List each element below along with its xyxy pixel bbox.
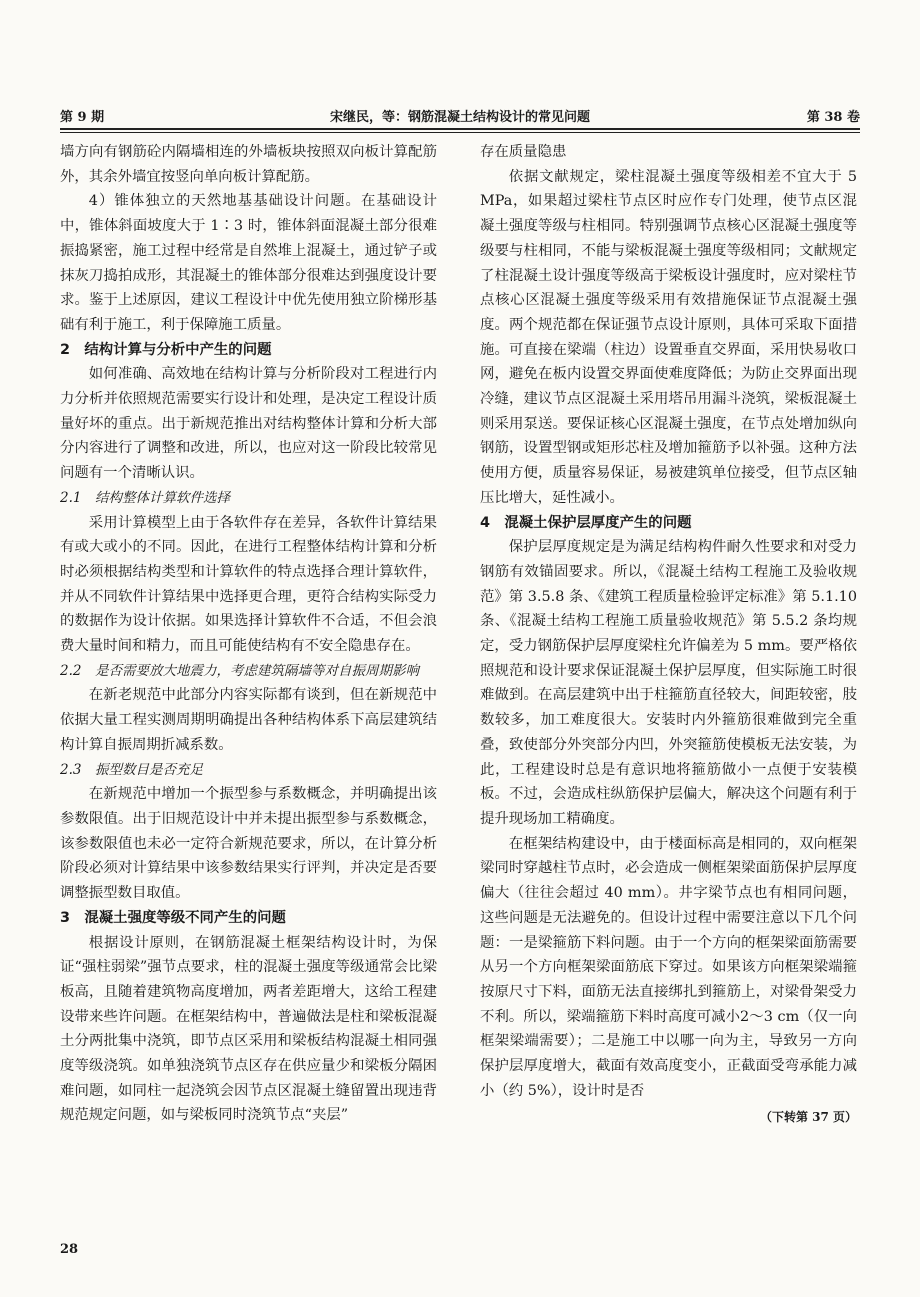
section-heading-4: 4 混凝土保护层厚度产生的问题 bbox=[480, 514, 692, 531]
volume-number: 第 38 卷 bbox=[806, 110, 860, 125]
header-rule-thin bbox=[60, 132, 860, 133]
paragraph: 依据文献规定，梁柱混凝土强度等级相差不宜大于 5 MPa，如果超过梁柱节点区时应作专门处理，使节点区混凝土强度等级与柱相同。特别强调节点核心区混凝土强度等级要与柱相同，不能与梁板混凝土强度等级相同；文献规定了柱混凝土设计强度等级高于梁板设计强度时，应对梁柱节点核心区混凝土强度等级采用有效措施保证节点混凝土强度。两个规范都在保证强节点设计原则，具体可采取下面措施。可直接在梁端（柱边）设置垂直交界面，采用快易收口网，避免在板内设置交界面使难度降低；为防止交界面出现冷缝，建议节点区混凝土采用塔吊用漏斗浇筑，梁板混凝土则采用泵送。要保证核心区混凝土强度，在节点处增加纵向钢筋，设置型钢或矩形芯柱及增加箍筋予以补强。这种方法使用方便，质量容易保证，易被建筑单位接受，但节点区轴压比增大，延性减小。 bbox=[480, 168, 857, 506]
paragraph: 根据设计原则，在钢筋混凝土框架结构设计时，为保证“强柱弱梁”强节点要求，柱的混凝土强度等级通常会比梁板高，且随着建筑物高度增加，两者差距增大，这给工程建设带来些许问题。在框架结构中，普遍做法是柱和梁板混凝土分两批集中浇筑，即节点区采用和梁板结构混凝土相同强度等级浇筑。如单独浇筑节点区存在供应量少和梁板分隔困难问题，如同柱一起浇筑会因节点区混凝土缝留置出现违背规范规定问题，如与梁板同时浇筑节点“夹层” bbox=[60, 934, 437, 1124]
paragraph: 墙方向有钢筋砼内隔墙相连的外墙板块按照双向板计算配筋外，其余外墙宜按竖向单向板计算配筋。 bbox=[60, 144, 437, 185]
section-heading-2: 2 结构计算与分析中产生的问题 bbox=[60, 341, 272, 358]
issue-number: 第 9 期 bbox=[60, 110, 105, 125]
paragraph: 在框架结构建设中，由于楼面标高是相同的，双向框架梁同时穿越柱节点时，必会造成一侧框架梁面筋保护层厚度偏大（往往会超过 40 mm）。井字梁节点也有相同问题，这些问题是无法避免的。但设计过程中需要注意以下几个问题：一是梁箍筋下料问题。由于一个方向的框架梁面筋需要从另一个方向框架梁面筋底下穿过。如果该方向框架梁端箍按原尺寸下料，面筋无法直接绑扎到箍筋上，对梁骨架受力不利。所以，梁端箍筋下料时高度可减小2～3 cm（仅一向框架梁端需要）；二是施工中以哪一向为主，导致另一方向保护层厚度增大，截面有效高度变小，正截面受弯承能力减小（约 5%），设计时是否 bbox=[480, 835, 857, 1099]
running-header bbox=[60, 104, 860, 132]
subsection-heading-2-2: 2.2 是否需要放大地震力，考虑建筑隔墙等对自振周期影响 bbox=[60, 662, 419, 679]
paragraph: 如何准确、高效地在结构计算与分析阶段对工程进行内力分析并依照规范需要实行设计和处理，是决定工程设计质量好坏的重点。出于新规范推出对结构整体计算和分析大部分内容进行了调整和改进，所以，也应对这一阶段比较常见问题有一个清晰认识。 bbox=[60, 366, 437, 482]
left-column bbox=[60, 140, 437, 1128]
right-column bbox=[480, 140, 857, 1130]
paragraph: 在新老规范中此部分内容实际都有谈到，但在新规范中依据大量工程实测周期明确提出各种结构体系下高层建筑结构计算自振周期折减系数。 bbox=[60, 687, 437, 753]
page-number: 28 bbox=[60, 1242, 79, 1257]
paragraph: 保护层厚度规定是为满足结构构件耐久性要求和对受力钢筋有效锚固要求。所以，《混凝土结构工程施工及验收规范》第 3.5.8 条、《建筑工程质量检验评定标准》第 5.1.10 条、《混凝土结构工程施工质量验收规范》第 5.5.2 条均规定，受力钢筋保护层厚度梁柱允许偏差为 5 mm。要严格依照规范和设计要求保证混凝土保护层厚度，但实际施工时很难做到。在高层建筑中出于柱箍筋直径较大，间距较密，肢数较多，加工难度很大。安装时内外箍筋很难做到完全重叠，致使部分外突部分内凹，外突箍筋使模板无法安装，为此，工程建设时总是有意识地将箍筋做小一点便于安装模板。不过，会造成柱纵筋保护层偏大，解决这个问题有利于提升现场加工精确度。 bbox=[480, 539, 857, 827]
header-rule bbox=[60, 128, 860, 130]
paragraph: 在新规范中增加一个振型参与系数概念，并明确提出该参数限值。出于旧规范设计中并未提出振型参与系数概念，该参数限值也未必一定符合新规范要求，所以，在计算分析阶段必须对计算结果中该参数结果实行评判，并决定是否要调整振型数目取值。 bbox=[60, 786, 437, 902]
continued-note: （下转第 37 页） bbox=[759, 1110, 857, 1125]
subsection-heading-2-1: 2.1 结构整体计算软件选择 bbox=[60, 489, 230, 506]
paragraph: 采用计算模型上由于各软件存在差异，各软件计算结果有或大或小的不同。因此，在进行工程整体结构计算和分析时必须根据结构类型和计算软件的特点选择合理计算软件，并从不同软件计算结果中选择更合理，更符合结构实际受力的数据作为设计依据。如果选择计算软件不合适，不但会浪费大量时间和精力，而且可能使结构有不安全隐患存在。 bbox=[60, 514, 437, 655]
paragraph: 4）锥体独立的天然地基基础设计问题。在基础设计中，锥体斜面坡度大于 1∶3 时，锥体斜面混凝土部分很难振捣紧密，施工过程中经常是自然堆上混凝土，通过铲子或抹灰刀捣拍成形，其混凝土的锥体部分很难达到强度设计要求。鉴于上述原因，建议工程设计中优先使用独立阶梯形基础有利于施工，利于保障施工质量。 bbox=[60, 193, 437, 333]
subsection-heading-2-3: 2.3 振型数目是否充足 bbox=[60, 761, 203, 778]
running-title: 宋继民，等：钢筋混凝土结构设计的常见问题 bbox=[329, 110, 590, 125]
paragraph: 存在质量隐患 bbox=[480, 144, 567, 160]
section-heading-3: 3 混凝土强度等级不同产生的问题 bbox=[60, 909, 286, 926]
